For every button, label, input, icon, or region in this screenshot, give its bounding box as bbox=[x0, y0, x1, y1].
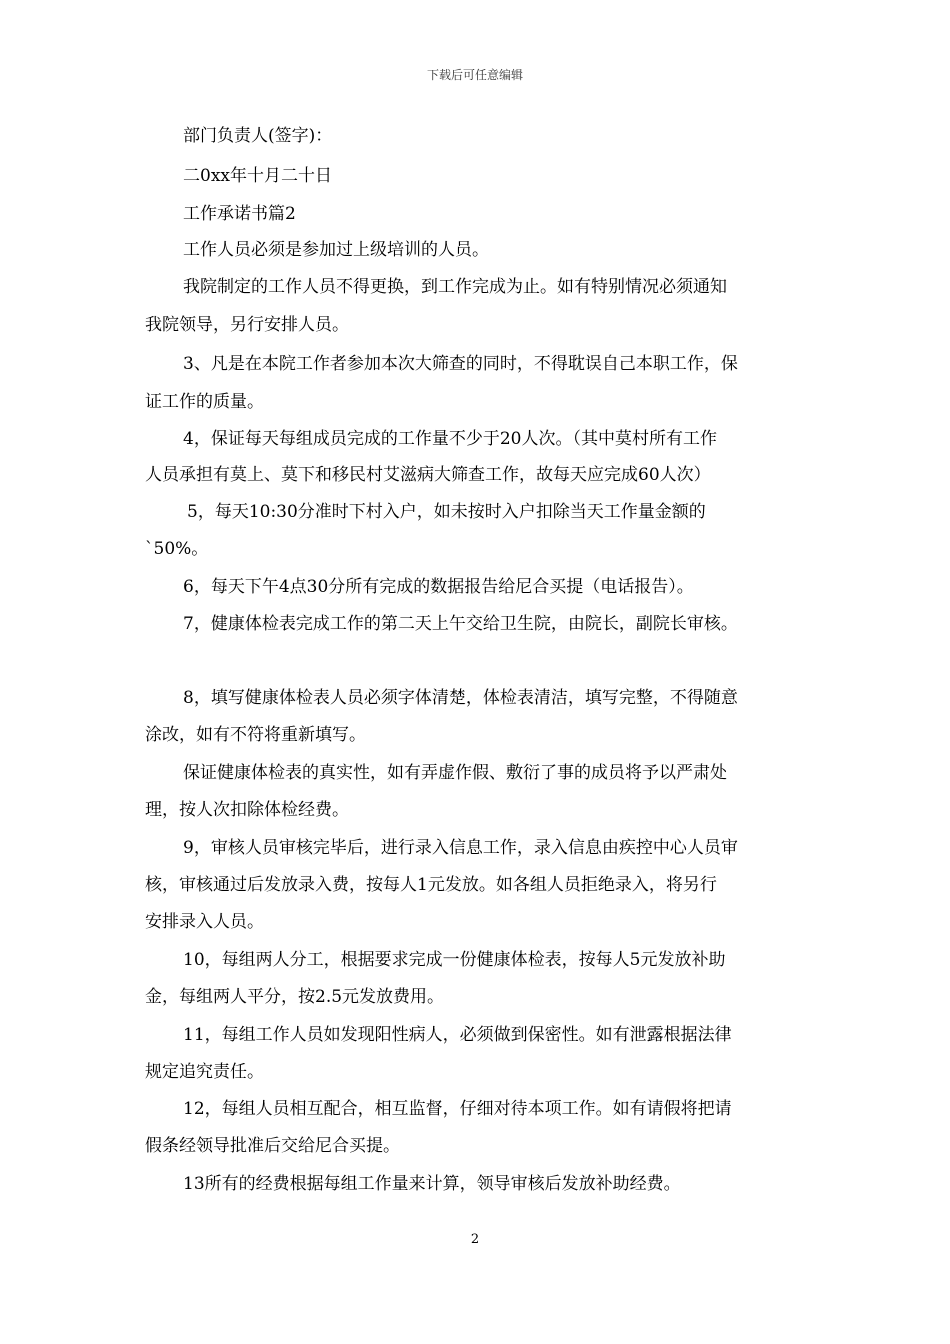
text-line: 理，按人次扣除体检经费。 bbox=[145, 800, 349, 820]
text-line: 保证健康体检表的真实性，如有弄虚作假、敷衍了事的成员将予以严肃处 bbox=[183, 763, 727, 783]
text-line: 11，每组工作人员如发现阳性病人，必须做到保密性。如有泄露根据法律 bbox=[183, 1025, 732, 1045]
text-line: 假条经领导批准后交给尼合买提。 bbox=[145, 1136, 400, 1156]
text-line: 工作承诺书篇2 bbox=[183, 204, 296, 224]
text-line: 安排录入人员。 bbox=[145, 912, 264, 932]
page-number: 2 bbox=[470, 1232, 480, 1247]
text-line: 核，审核通过后发放录入费，按每人1元发放。如各组人员拒绝录入，将另行 bbox=[145, 875, 717, 895]
text-line: `50%。 bbox=[145, 539, 209, 559]
text-line: 我院制定的工作人员不得更换，到工作完成为止。如有特别情况必须通知 bbox=[183, 277, 727, 297]
text-line: 3、凡是在本院工作者参加本次大筛查的同时，不得耽误自己本职工作，保 bbox=[183, 354, 738, 374]
page-header: 下载后可任意编辑 bbox=[426, 68, 523, 82]
text-line: 部门负责人(签字)： bbox=[183, 126, 333, 146]
text-line: 10，每组两人分工，根据要求完成一份健康体检表，按每人5元发放补助 bbox=[183, 950, 726, 970]
text-line: 我院领导，另行安排人员。 bbox=[145, 315, 349, 335]
text-line: 5，每天10:30分准时下村入户，如未按时入户扣除当天工作量金额的 bbox=[187, 502, 706, 522]
text-line: 证工作的质量。 bbox=[145, 392, 264, 412]
text-line: 4，保证每天每组成员完成的工作量不少于20人次。（其中莫村所有工作 bbox=[183, 429, 717, 449]
text-line: 工作人员必须是参加过上级培训的人员。 bbox=[183, 240, 489, 260]
text-line: 13所有的经费根据每组工作量来计算，领导审核后发放补助经费。 bbox=[183, 1174, 681, 1194]
text-line: 12，每组人员相互配合，相互监督，仔细对待本项工作。如有请假将把请 bbox=[183, 1099, 732, 1119]
text-line: 规定追究责任。 bbox=[145, 1062, 264, 1082]
text-line: 二0xx年十月二十日 bbox=[183, 166, 332, 186]
text-line: 9，审核人员审核完毕后，进行录入信息工作，录入信息由疾控中心人员审 bbox=[183, 838, 738, 858]
text-line: 金，每组两人平分，按2.5元发放费用。 bbox=[145, 987, 445, 1007]
text-line: 8，填写健康体检表人员必须字体清楚，体检表清洁，填写完整，不得随意 bbox=[183, 688, 738, 708]
text-line: 6，每天下午4点30分所有完成的数据报告给尼合买提（电话报告）。 bbox=[183, 577, 694, 597]
text-line: 7，健康体检表完成工作的第二天上午交给卫生院，由院长，副院长审核。 bbox=[183, 614, 738, 634]
text-line: 涂改，如有不符将重新填写。 bbox=[145, 725, 366, 745]
text-line: 人员承担有莫上、莫下和移民村艾滋病大筛查工作，故每天应完成60人次） bbox=[145, 465, 711, 485]
